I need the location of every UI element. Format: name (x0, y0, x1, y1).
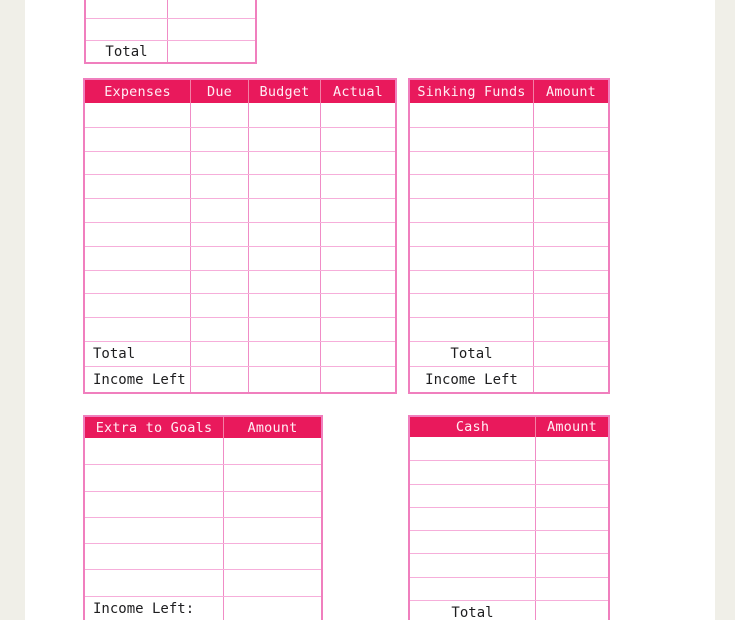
empty-row (85, 103, 395, 127)
column-header: Amount (533, 80, 608, 103)
empty-cell (85, 492, 223, 517)
empty-cell (85, 570, 223, 595)
empty-row (85, 438, 321, 464)
page-margin-right (715, 0, 735, 620)
empty-cell (533, 152, 608, 175)
empty-row (85, 517, 321, 543)
empty-row (410, 222, 608, 246)
empty-row (410, 317, 608, 341)
empty-cell (190, 152, 248, 175)
empty-cell (85, 128, 190, 151)
column-header: Cash (455, 419, 490, 435)
empty-cell (410, 223, 533, 246)
row-label: Total (450, 346, 493, 363)
empty-cell (533, 247, 608, 270)
empty-cell (85, 152, 190, 175)
empty-cell (410, 152, 533, 175)
empty-cell (248, 318, 320, 341)
empty-row (85, 246, 395, 270)
empty-cell (535, 578, 608, 600)
empty-row (410, 198, 608, 222)
empty-cell (535, 461, 608, 483)
empty-row (85, 317, 395, 341)
empty-cell (410, 247, 533, 270)
empty-cell (533, 128, 608, 151)
empty-cell (533, 103, 608, 127)
empty-cell (223, 465, 321, 490)
empty-row (86, 18, 255, 40)
empty-row (85, 174, 395, 198)
empty-row (85, 151, 395, 175)
cash-table (408, 415, 610, 620)
empty-cell (190, 247, 248, 270)
empty-cell (248, 199, 320, 222)
empty-cell (320, 318, 395, 341)
empty-cell (167, 41, 255, 62)
empty-row (410, 103, 608, 127)
income-total-table (84, 0, 257, 64)
empty-cell (85, 223, 190, 246)
empty-cell (190, 342, 248, 367)
empty-cell (190, 318, 248, 341)
empty-cell (320, 223, 395, 246)
row-label: Total (451, 604, 494, 620)
empty-cell (320, 271, 395, 294)
empty-cell (190, 128, 248, 151)
empty-row (410, 437, 608, 460)
empty-cell (190, 294, 248, 317)
label-row (410, 341, 608, 367)
label-row (86, 40, 255, 62)
empty-cell (533, 367, 608, 392)
empty-row (85, 270, 395, 294)
empty-cell (248, 247, 320, 270)
empty-cell (248, 223, 320, 246)
empty-row (85, 293, 395, 317)
empty-row (410, 270, 608, 294)
empty-cell (223, 518, 321, 543)
empty-cell (248, 367, 320, 392)
empty-cell (248, 294, 320, 317)
column-header: Expenses (104, 83, 171, 100)
empty-cell (248, 128, 320, 151)
empty-cell (410, 294, 533, 317)
empty-row (410, 484, 608, 507)
table-header-row (410, 417, 608, 437)
empty-row (410, 460, 608, 483)
empty-cell (533, 175, 608, 198)
page-margin-left (0, 0, 25, 620)
empty-cell (533, 318, 608, 341)
empty-cell (85, 465, 223, 490)
empty-cell (535, 554, 608, 576)
label-row (410, 366, 608, 392)
empty-row (410, 577, 608, 600)
empty-cell (190, 367, 248, 392)
empty-cell (190, 103, 248, 127)
empty-cell (410, 531, 535, 553)
empty-cell (248, 103, 320, 127)
empty-cell (85, 199, 190, 222)
extra-to-goals-table (83, 415, 323, 620)
empty-cell (223, 597, 321, 620)
empty-row (410, 553, 608, 576)
empty-row (85, 127, 395, 151)
empty-cell (320, 152, 395, 175)
empty-cell (533, 342, 608, 367)
empty-cell (167, 19, 255, 40)
row-label: Total (105, 43, 148, 60)
empty-cell (533, 271, 608, 294)
empty-cell (190, 175, 248, 198)
empty-cell (410, 554, 535, 576)
column-header: Budget (248, 80, 320, 103)
empty-cell (85, 103, 190, 127)
empty-row (410, 293, 608, 317)
empty-cell (410, 461, 535, 483)
empty-cell (85, 318, 190, 341)
column-header: Amount (535, 417, 608, 437)
empty-row (410, 127, 608, 151)
empty-cell (190, 223, 248, 246)
empty-row (85, 543, 321, 569)
column-header: Amount (223, 417, 321, 438)
empty-row (85, 198, 395, 222)
empty-cell (85, 294, 190, 317)
empty-cell (223, 570, 321, 595)
empty-cell (248, 152, 320, 175)
empty-row (85, 464, 321, 490)
empty-cell (533, 294, 608, 317)
empty-cell (85, 438, 223, 464)
empty-cell (85, 271, 190, 294)
empty-cell (410, 128, 533, 151)
empty-cell (410, 175, 533, 198)
column-header: Due (190, 80, 248, 103)
empty-cell (410, 271, 533, 294)
label-row (85, 596, 321, 620)
empty-cell (167, 0, 255, 18)
empty-cell (320, 175, 395, 198)
table-header-row (410, 80, 608, 103)
empty-cell (248, 175, 320, 198)
row-label: Income Left (93, 371, 186, 388)
empty-cell (533, 223, 608, 246)
empty-cell (320, 128, 395, 151)
empty-cell (320, 199, 395, 222)
empty-cell (86, 0, 167, 18)
empty-cell (410, 199, 533, 222)
column-header: Extra to Goals (95, 419, 213, 436)
empty-cell (410, 318, 533, 341)
empty-cell (85, 544, 223, 569)
empty-cell (535, 508, 608, 530)
empty-row (410, 246, 608, 270)
empty-cell (410, 103, 533, 127)
empty-cell (410, 508, 535, 530)
empty-row (410, 507, 608, 530)
empty-cell (190, 271, 248, 294)
sinking-funds-table (408, 78, 610, 394)
table-header-row (85, 417, 321, 438)
empty-cell (86, 19, 167, 40)
empty-cell (320, 103, 395, 127)
empty-cell (533, 199, 608, 222)
empty-cell (410, 485, 535, 507)
empty-cell (223, 438, 321, 464)
empty-cell (535, 485, 608, 507)
table-header-row (85, 80, 395, 103)
empty-row (85, 222, 395, 246)
empty-cell (535, 601, 608, 620)
empty-cell (223, 492, 321, 517)
empty-cell (320, 247, 395, 270)
empty-cell (223, 544, 321, 569)
row-label: Total (93, 346, 136, 363)
empty-cell (248, 342, 320, 367)
expenses-table (83, 78, 397, 394)
empty-row (410, 530, 608, 553)
column-header: Actual (320, 80, 395, 103)
label-row (85, 341, 395, 367)
empty-row (85, 491, 321, 517)
empty-cell (535, 437, 608, 460)
row-label: Income Left (425, 371, 518, 388)
column-header: Sinking Funds (417, 83, 526, 100)
empty-cell (410, 578, 535, 600)
empty-cell (85, 175, 190, 198)
empty-cell (320, 294, 395, 317)
empty-cell (85, 518, 223, 543)
row-label: Income Left: (93, 601, 195, 618)
empty-row (86, 0, 255, 18)
empty-cell (535, 531, 608, 553)
empty-cell (410, 437, 535, 460)
empty-cell (85, 247, 190, 270)
empty-cell (190, 199, 248, 222)
empty-cell (320, 367, 395, 392)
empty-row (85, 569, 321, 595)
empty-cell (320, 342, 395, 367)
empty-row (410, 151, 608, 175)
label-row (410, 600, 608, 620)
empty-row (410, 174, 608, 198)
label-row (85, 366, 395, 392)
empty-cell (248, 271, 320, 294)
